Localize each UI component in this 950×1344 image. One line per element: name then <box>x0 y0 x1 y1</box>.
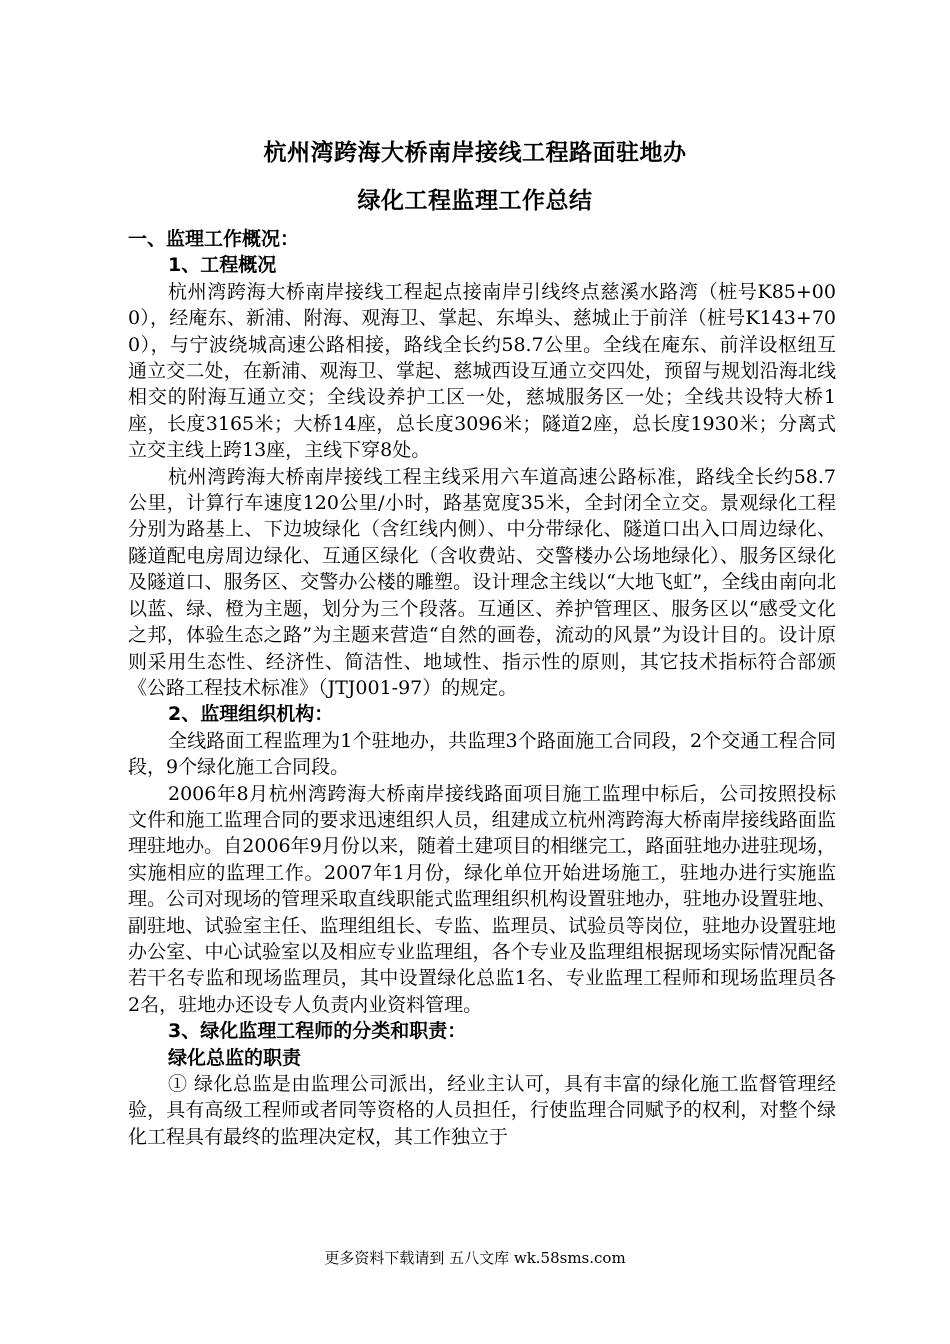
document-title-line1: 杭州湾跨海大桥南岸接线工程路面驻地办 <box>263 140 687 166</box>
section-heading-overview: 一、监理工作概况： <box>128 228 300 250</box>
subheading-engineer-duties: 3、绿化监理工程师的分类和职责： <box>168 1020 467 1043</box>
paragraph-project-route: 杭州湾跨海大桥南岸接线工程起点接南岸引线终点慈溪水路湾（桩号K85+000），经庵东、新浦、附海、观海卫、掌起、东埠头、慈城止于前洋（桩号K143+700），与宁波绕城高速公路相接，路线全长约58.7公里。全线在庵东、前洋设枢纽互通立交二处，在新浦、观海卫、掌起、慈城西设互通立交四处，预留与规划沿海北线相交的附海互通立交；全线设养护工区一处，慈城服务区一处；全线共设特大桥1座，长度3165米；大桥14座，总长度3096米；隧道2座，总长度1930米；分离式立交主线上跨13座，主线下穿8处。 <box>128 280 836 462</box>
paragraph-chief-duty-1: ① 绿化总监是由监理公司派出，经业主认可，具有丰富的绿化施工监督管理经验，具有高级工程师或者同等资格的人员担任，行使监理合同赋予的权利，对整个绿化工程具有最终的监理决定权，其工作独立于 <box>128 1073 836 1148</box>
paragraph-landscape-design: 杭州湾跨海大桥南岸接线工程主线采用六车道高速公路标准，路线全长约58.7公里，计算行车速度120公里/小时，路基宽度35米，全封闭全立交。景观绿化工程分别为路基上、下边坡绿化（含红线内侧）、中分带绿化、隧道口出入口周边绿化、隧道配电房周边绿化、互通区绿化（含收费站、交警楼办公场地绿化）、服务区绿化及隧道口、服务区、交警办公楼的雕塑。设计理念主线以“大地飞虹”，全线由南向北以蓝、绿、橙为主题，划分为三个段落。互通区、养护管理区、服务区以“感受文化之邦，体验生态之路”为主题来营造“自然的画卷，流动的风景”为设计目的。设计原则采用生态性、经济性、简洁性、地域性、指示性的原则，其它技术指标符合部颁《公路工程技术标准》（JTJ001-97）的规定。 <box>128 465 836 699</box>
footer-link-text[interactable]: 更多资料下载请到 五八文库 wk.58sms.com <box>324 1249 626 1267</box>
paragraph-contract-sections: 全线路面工程监理为1个驻地办，共监理3个路面施工合同段，2个交通工程合同段，9个绿化施工合同段。 <box>128 729 836 779</box>
subheading-chief-duties: 绿化总监的职责 <box>168 1046 302 1069</box>
paragraph-organization-setup: 2006年8月杭州湾跨海大桥南岸接线路面项目施工监理中标后，公司按照投标文件和施工监理合同的要求迅速组织人员，组建成立杭州湾跨海大桥南岸接线路面监理驻地办。自2006年9月份以来，随着土建项目的相继完工，路面驻地办进驻现场，实施相应的监理工作。2007年1月份，绿化单位开始进场施工，驻地办进行实施监理。公司对现场的管理采取直线职能式监理组织机构设置驻地办，驻地办设置驻地、副驻地、试验室主任、监理组组长、专监、监理员、试验员等岗位，驻地办设置驻地办公室、中心试验室以及相应专业监理组，各个专业及监理组根据现场实际情况配备若干名专监和现场监理员，其中设置绿化总监1名、专业监理工程师和现场监理员各2名，驻地办还设专人负责内业资料管理。 <box>128 782 836 1016</box>
document-body <box>128 226 836 1150</box>
subheading-project-overview: 1、工程概况 <box>168 254 277 277</box>
document-title-line2: 绿化工程监理工作总结 <box>357 188 593 214</box>
subheading-supervision-organization: 2、监理组织机构： <box>168 703 334 726</box>
